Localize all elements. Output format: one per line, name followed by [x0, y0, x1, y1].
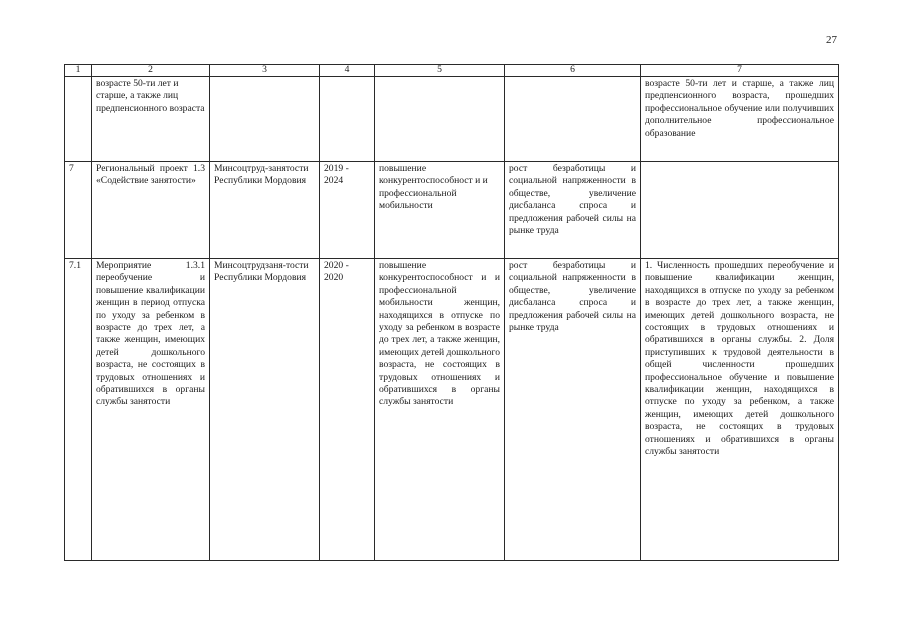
column-number: 5	[375, 65, 505, 77]
page-number: 27	[826, 34, 837, 46]
table-row	[65, 77, 839, 162]
row-number-cell: 7.1	[65, 259, 92, 561]
risk-cell	[505, 77, 641, 162]
executor-cell: Минсоцтрудзаня-тости Республики Мордовия	[210, 259, 320, 561]
measures-table	[64, 64, 839, 561]
table-row	[65, 162, 839, 259]
column-number-row	[65, 65, 839, 77]
result-cell: повышение конкурентоспособност и и профессиональной мобильности женщин, находящихся в отпуске по уходу за ребенком в возрасте до трех лет, а также женщин, имеющих детей дошкольного возраста, не состоящих в трудовых отношениях и обратившихся в органы службы занятости	[375, 259, 505, 561]
result-cell	[375, 77, 505, 162]
result-cell: повышение конкурентоспособност и и профессиональной мобильности	[375, 162, 505, 259]
indicator-cell	[641, 162, 839, 259]
risk-cell: рост безработицы и социальной напряженности в обществе, увеличение дисбаланса спроса и предложения рабочей силы на рынке труда	[505, 259, 641, 561]
measure-name-cell: Региональный проект 1.3 «Содействие занятости»	[92, 162, 210, 259]
column-number: 7	[641, 65, 839, 77]
measure-name-cell: Мероприятие 1.3.1 переобучение и повышение квалификации женщин в период отпуска по уходу за ребенком в возрасте до трех лет, а также женщин, имеющих детей дошкольного возраста, не состоящих в трудовых отношениях и обратившихся в органы службы занятости	[92, 259, 210, 561]
row-number-cell: 7	[65, 162, 92, 259]
period-cell: 2020 - 2020	[320, 259, 375, 561]
period-cell: 2019 - 2024	[320, 162, 375, 259]
indicator-cell: 1. Численность прошедших переобучение и повышение квалификации женщин, находящихся в отпуске по уходу за ребенком в возрасте до трех лет, а также женщин, имеющих детей дошкольного возраста, не состоящих в трудовых отношениях и обратившихся в органы службы. 2. Доля приступивших к трудовой деятельности в общей численности прошедших профессиональное обучение и повышение квалификации женщин, находящихся в отпуске по уходу за ребенком, а также женщин, имеющих детей дошкольного возраста, не состоящих в трудовых отношениях и обратившихся в органы службы занятости	[641, 259, 839, 561]
executor-cell: Минсоцтруд-занятости Республики Мордовия	[210, 162, 320, 259]
executor-cell	[210, 77, 320, 162]
column-number: 1	[65, 65, 92, 77]
table-row	[65, 259, 839, 561]
indicator-cell: возрасте 50-ти лет и старше, а также лиц предпенсионного возраста, прошедших профессиональное обучение или получивших дополнительное профессиональное образование	[641, 77, 839, 162]
risk-cell: рост безработицы и социальной напряженности в обществе, увеличение дисбаланса спроса и предложения рабочей силы на рынке труда	[505, 162, 641, 259]
column-number: 2	[92, 65, 210, 77]
row-number-cell	[65, 77, 92, 162]
column-number: 6	[505, 65, 641, 77]
column-number: 3	[210, 65, 320, 77]
column-number: 4	[320, 65, 375, 77]
period-cell	[320, 77, 375, 162]
measure-name-cell: возрасте 50-ти лет и старше, а также лиц предпенсионного возраста	[92, 77, 210, 162]
